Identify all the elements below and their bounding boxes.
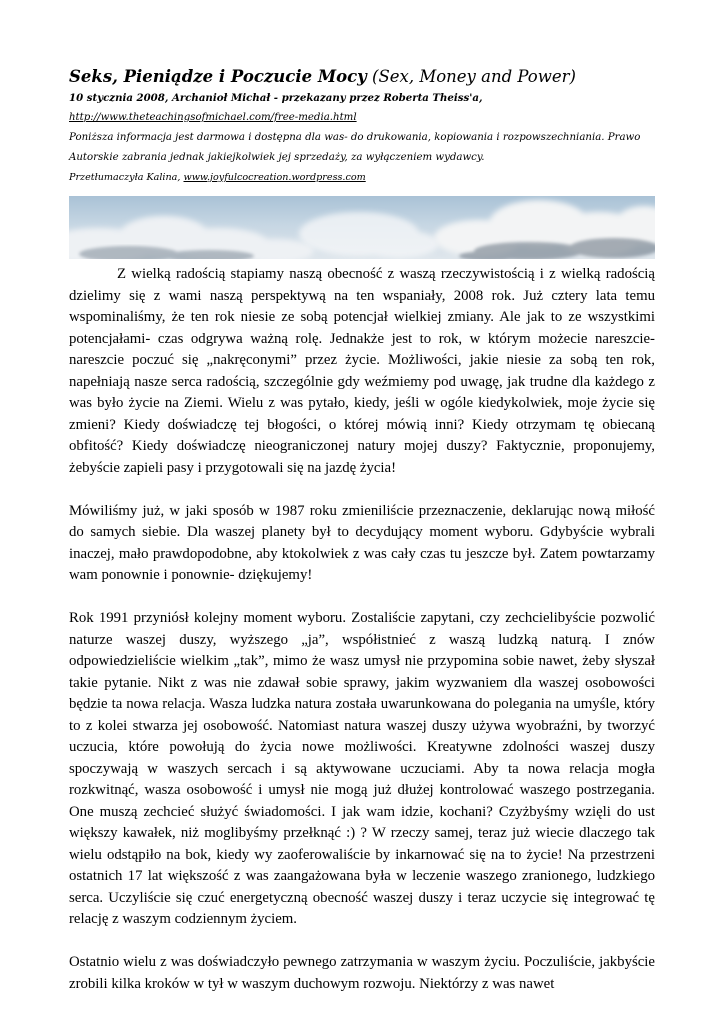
title-subtitle: (Sex, Money and Power) bbox=[372, 67, 576, 86]
body-paragraph: Ostatnio wielu z was doświadczyło pewnego zatrzymania w waszym życiu. Poczuliście, jakbyście zrobili kilka kroków w tył w waszym duchowym rozwoju. Niektórzy z was nawet bbox=[69, 954, 655, 992]
body-paragraph: Rok 1991 przyniósł kolejny moment wyboru. Zostaliście zapytani, czy zechcielibyście pozwolić naturze waszej duszy, wyższego „ja”, współistnieć z waszą ludzką naturą. I znów odpowiedzieliście wielkim „tak”, mimo że wasz umysł nie przypomina sobie nawet, żeby słyszał takie pytanie. Nikt z was nie zdawał sobie sprawy, jakim wyzwaniem dla waszej osobowości będzie ta nowa relacja. Wasza ludzka natura została uwarunkowana do polegania na umyśle, który to z kolei stwarza jej osobowość. Natomiast natura waszej duszy używa wyobraźni, by tworzyć uczucia, które powołują do życia nowe możliwości. Kreatywne zdolności waszej duszy spoczywają w waszych sercach i są aktywowane uczuciami. Aby ta nowa relacja mogła rozkwitnąć, wasza osobowość i umysł nie mogą już dłużej kontrolować waszego postrzegania. One muszą zechcieć służyć świadomości. I jak wam idzie, kochani? Czyżbyśmy wzięli do ust większy kawałek, niż moglibyśmy przełknąć :) ? W rzeczy samej, teraz już wiecie dlaczego tak wielu odstąpiło na bok, kiedy wy zaoferowaliście by inkarnować się na to życie! Na przestrzeni ostatnich 17 lat większość z was zaangażowana była w leczenie waszego zranionego, ludzkiego serca. Uczyliście się czuć energetyczną obecność waszej duszy i teraz uczycie się integrować tę relację z waszym codziennym życiem. bbox=[69, 610, 655, 927]
document-body bbox=[69, 264, 655, 1017]
source-link[interactable]: http://www.theteachingsofmichael.com/free-media.html bbox=[69, 112, 357, 123]
document-title bbox=[69, 66, 669, 88]
translator-link[interactable]: www.joyfulcocreation.wordpress.com bbox=[183, 172, 366, 183]
translator-label: Przetłumaczyła Kalina, bbox=[69, 172, 181, 183]
title-main: Seks, Pieniądze i Poczucie Mocy bbox=[69, 67, 367, 86]
sky-clouds-banner-image bbox=[69, 196, 655, 259]
clouds-illustration bbox=[69, 196, 655, 259]
translator-line bbox=[69, 168, 669, 188]
body-paragraph: Z wielką radością stapiamy naszą obecność z waszą rzeczywistością i z wielką radością dzielimy się z wami naszą perspektywą na ten wspaniały, 2008 rok. Już cztery lata temu wspominaliśmy, że ten rok niesie ze sobą potencjał wielkiej zmiany. Ale jak to ze wszystkimi potencjałami- czas odgrywa ważną rolę. Jednakże jest to rok, w którym możecie nareszcie- nareszcie poczuć się „nakręconymi” przez życie. Możliwości, jakie niesie za sobą ten rok, napełniają nasze serca radością, szczególnie gdy weźmiemy pod uwagę, jak trudne dla każdego z was było życie na Ziemi. Wielu z was pytało, kiedy, jeśli w ogóle kiedykolwiek, moje życie się zmieni? Kiedy doświadczę tej błogości, o której mówią inni? Kiedy otrzymam tę obiecaną obfitość? Kiedy doświadczę nieograniczonej natury mojej duszy? Faktycznie, proponujemy, żebyście zapieli pasy i przygotowali się na jazdę życia! bbox=[69, 266, 655, 476]
copyright-notice-line-1: Poniższa informacja jest darmowa i dostępna dla was- do drukowania, kopiowania i rozpowszechniania. Prawo bbox=[69, 132, 641, 143]
source-link-line bbox=[69, 108, 669, 128]
document-header bbox=[69, 66, 669, 188]
copyright-notice-line-2: Autorskie zabrania jednak jakiejkolwiek jej sprzedaży, za wyłączeniem wydawcy. bbox=[69, 152, 485, 163]
body-paragraph: Mówiliśmy już, w jaki sposób w 1987 roku zmieniliście przeznaczenie, deklarując nową miłość do samych siebie. Dla waszej planety był to decydujący moment wyboru. Gdybyście wybrali inaczej, mało prawdopodobne, aby ktokolwiek z was cały czas tu jeszcze był. Zatem powtarzamy wam ponownie i ponownie- dziękujemy! bbox=[69, 502, 655, 583]
date-author-line: 10 stycznia 2008, Archanioł Michał - przekazany przez Roberta Theiss'a, bbox=[69, 92, 483, 104]
